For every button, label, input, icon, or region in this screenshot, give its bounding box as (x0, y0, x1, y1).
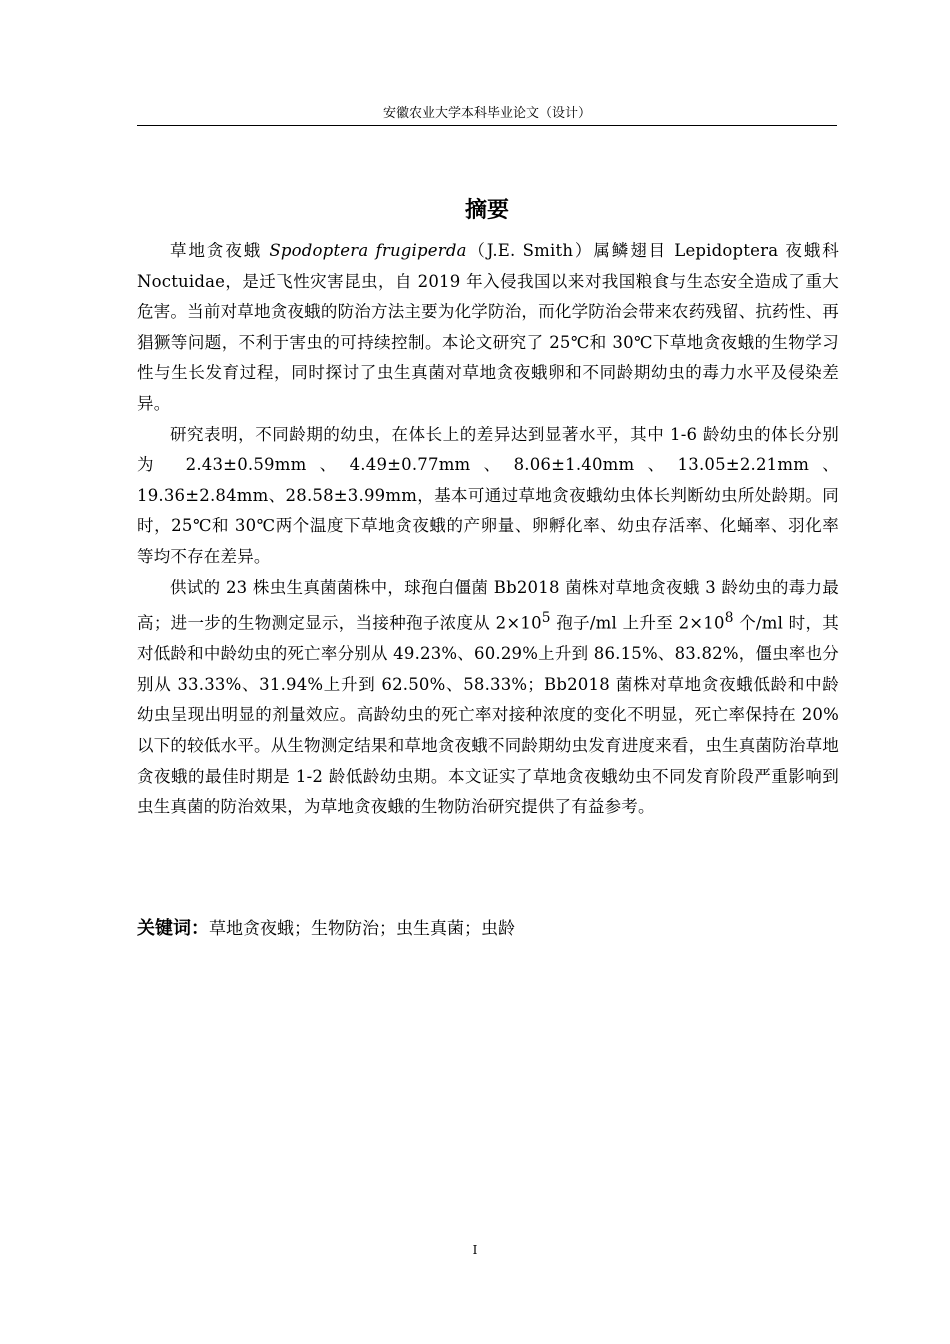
p3-text-c: 个/ml 时，其对低龄和中龄幼虫的死亡率分别从 49.23%、60.29%上升到 86.15%、83.82%，僵虫率也分别从 33.33%、31.94%上升到 62.50%、58.33%；Bb2018 菌株对草地贪夜蛾低龄和中龄幼虫呈现出明显的剂量效应。高龄幼虫的死亡率对接种浓度的变化不明显，死亡率保持在 20%以下的较低水平。从生物测定结果和草地贪夜蛾不同龄期幼虫发育进度来看，虫生真菌防治草地贪夜蛾的最佳时期是 1-2 龄低龄幼虫期。本文证实了草地贪夜蛾幼虫不同发育阶段严重影响到虫生真菌的防治效果，为草地贪夜蛾的生物防治研究提供了有益参考。 (137, 613, 839, 817)
p3-superscript-1: 5 (541, 610, 551, 627)
page-number: I (472, 1243, 478, 1257)
p3-text-a: 供试的 23 株虫生真菌菌株中，球孢白僵菌 Bb2018 菌株对草地贪夜蛾 3 龄幼虫的毒力最高；进一步的生物测定显示，当接种孢子浓度从 2×10 (137, 577, 839, 633)
abstract-title: 摘要 (464, 198, 509, 223)
header-rule (137, 125, 837, 126)
p1-text-a: 草地贪夜蛾 (170, 241, 263, 260)
keywords-label: 关键词： (137, 918, 209, 939)
abstract-paragraph-2: 研究表明，不同龄期的幼虫，在体长上的差异达到显著水平，其中 1-6 龄幼虫的体长分别为 2.43±0.59mm、4.49±0.77mm、8.06±1.40mm、13.05±2.21mm、19.36±2.84mm、28.58±3.99mm，基本可通过草地贪夜蛾幼虫体长判断幼虫所处龄期。同时，25℃和 30℃两个温度下草地贪夜蛾的产卵量、卵孵化率、幼虫存活率、化蛹率、羽化率等均不存在差异。 (137, 424, 839, 566)
p3-superscript-2: 8 (724, 610, 734, 627)
keywords-line (137, 914, 837, 944)
abstract-paragraph-3 (137, 573, 839, 823)
abstract-body (137, 236, 839, 823)
abstract-paragraph-1 (137, 236, 839, 420)
species-name: Spodoptera frugiperda (269, 241, 467, 260)
p1-text-b: （J.E. Smith）属鳞翅目 Lepidoptera 夜蛾科 Noctuidae，是迁飞性灾害昆虫，自 2019 年入侵我国以来对我国粮食与生态安全造成了重大危害。当前对草地贪夜蛾的防治方法主要为化学防治，而化学防治会带来农药残留、抗药性、再猖獗等问题，不利于害虫的可持续控制。本论文研究了 25℃和 30℃下草地贪夜蛾的生物学习性与生长发育过程，同时探讨了虫生真菌对草地贪夜蛾卵和不同龄期幼虫的毒力水平及侵染差异。 (137, 241, 839, 413)
running-header: 安徽农业大学本科毕业论文（设计） (382, 106, 591, 121)
keywords-value: 草地贪夜蛾；生物防治；虫生真菌；虫龄 (209, 919, 515, 939)
p3-text-b: 孢子/ml 上升至 2×10 (550, 613, 725, 633)
